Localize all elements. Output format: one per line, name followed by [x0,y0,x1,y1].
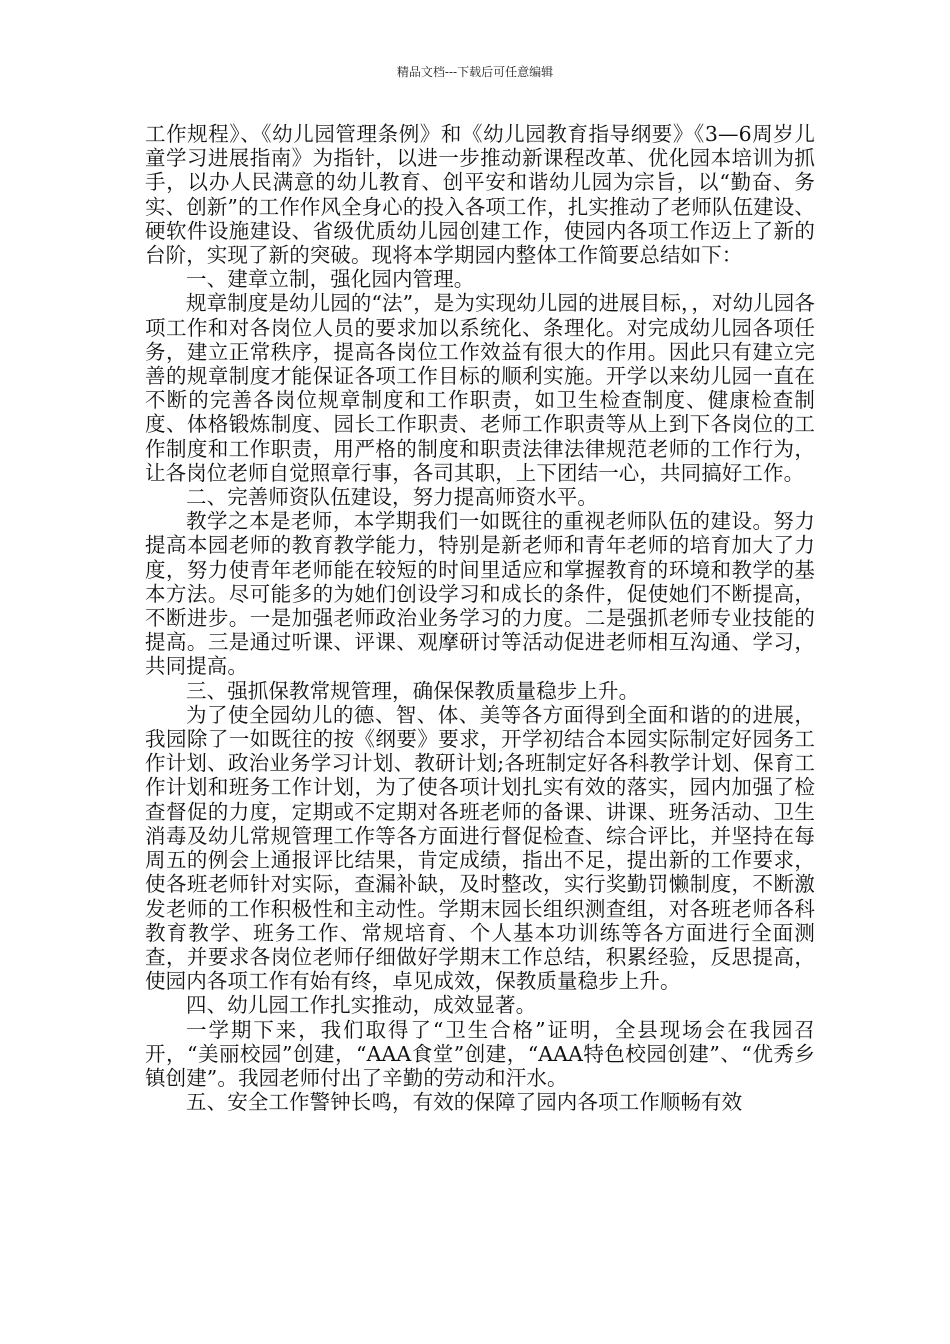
section-heading-3: 三、强抓保教常规管理，确保保教质量稳步上升。 [186,678,640,703]
page-header: 精品文档---下载后可任意编辑 [396,65,554,79]
section-heading-1: 一、建章立制，强化园内管理。 [186,267,475,292]
document-body [145,122,815,1114]
section-heading-2: 二、完善师资队伍建设，努力提高师资水平。 [186,485,598,510]
section-heading-5: 五、安全工作警钟长鸣，有效的保障了园内各项工作顺畅有效 [186,1090,743,1115]
section-paragraph-1: 规章制度是幼儿园的“法”，是为实现幼儿园的进展目标，，对幼儿园各项工作和对各岗位人员的要求加以系统化、条理化。对完成幼儿园各项任务，建立正常秩序，提高各岗位工作效益有很大的作用。因此只有建立完善的规章制度才能保证各项工作目标的顺利实施。开学以来幼儿园一直在不断的完善各岗位规章制度和工作职责，如卫生检查制度、健康检查制度、体格锻炼制度、园长工作职责、老师工作职责等从上到下各岗位的工作制度和工作职责，用严格的制度和职责法律法律规范老师的工作行为，让各岗位老师自觉照章行事，各司其职，上下团结一心，共同搞好工作。 [145,291,815,485]
section-heading-4: 四、幼儿园工作扎实推动，成效显著。 [186,993,537,1018]
section-paragraph-4: 一学期下来，我们取得了“卫生合格”证明，全县现场会在我园召开，“美丽校园”创建，“AAA食堂”创建，“AAA特色校园创建”、“优秀乡镇创建”。我园老师付出了辛勤的劳动和汗水。 [145,1017,815,1090]
intro-paragraph: 工作规程》、《幼儿园管理条例》和《幼儿园教育指导纲要》《3—6周岁儿童学习进展指南》为指针，以进一步推动新课程改革、优化园本培训为抓手，以办人民满意的幼儿教育、创平安和谐幼儿园为宗旨，以“勤奋、务实、创新”的工作作风全身心的投入各项工作，扎实推动了老师队伍建设、硬软件设施建设、省级优质幼儿园创建工作，使园内各项工作迈上了新的台阶，实现了新的突破。现将本学期园内整体工作简要总结如下： [145,122,815,268]
section-paragraph-2: 教学之本是老师，本学期我们一如既往的重视老师队伍的建设。努力提高本园老师的教育教学能力，特别是新老师和青年老师的培育加大了力度，努力使青年老师能在较短的时间里适应和掌握教育的环境和教学的基本方法。尽可能多的为她们创设学习和成长的条件，促使她们不断提高，不断进步。一是加强老师政治业务学习的力度。二是强抓老师专业技能的提高。三是通过听课、评课、观摩研讨等活动促进老师相互沟通、学习，共同提高。 [145,509,815,679]
section-paragraph-3: 为了使全园幼儿的德、智、体、美等各方面得到全面和谐的的进展，我园除了一如既往的按《纲要》要求，开学初结合本园实际制定好园务工作计划、政治业务学习计划、教研计划;各班制定好各科教学计划、保育工作计划和班务工作计划，为了使各项计划扎实有效的落实，园内加强了检查督促的力度，定期或不定期对各班老师的备课、讲课、班务活动、卫生消毒及幼儿常规管理工作等各方面进行督促检查、综合评比，并坚持在每周五的例会上通报评比结果，肯定成绩，指出不足，提出新的工作要求，使各班老师针对实际，查漏补缺，及时整改，实行奖勤罚懒制度，不断激发老师的工作积极性和主动性。学期末园长组织测查组，对各班老师各科教育教学、班务工作、常规培育、个人基本功训练等各方面进行全面测查，并要求各岗位老师仔细做好学期末工作总结，积累经验，反思提高，使园内各项工作有始有终，卓见成效，保教质量稳步上升。 [145,702,815,994]
